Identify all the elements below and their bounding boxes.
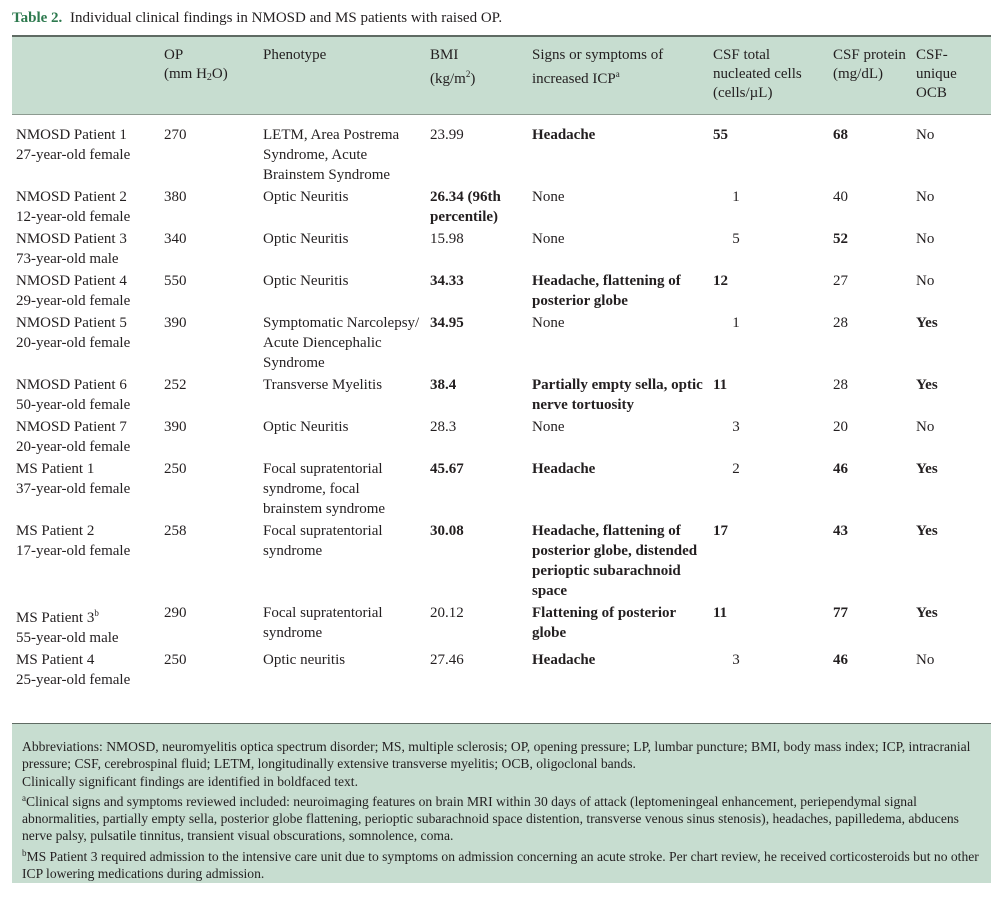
cell-csf-cells: 12 — [713, 273, 728, 289]
cell-csf-ocb: No — [916, 189, 935, 205]
cell-csf-cells: 2 — [732, 461, 740, 477]
table-row — [12, 228, 991, 270]
patient-description: 17-year-old female — [16, 543, 131, 559]
table-row — [12, 312, 991, 374]
cell-patient — [12, 458, 160, 520]
patient-footnote-marker: b — [94, 608, 99, 618]
cell-bmi: 26.34 (96th percentile) — [430, 189, 501, 225]
cell-phenotype: Focal supratentorial syndrome, focal brainstem syndrome — [263, 461, 386, 517]
cell-csf-protein: 46 — [833, 652, 848, 668]
cell-patient — [12, 186, 160, 228]
header-csf-protein: CSF protein (mg/dL) — [829, 37, 912, 115]
cell-patient — [12, 520, 160, 602]
cell-op: 390 — [164, 315, 187, 331]
cell-signs: Headache — [532, 127, 596, 143]
table-container — [12, 35, 991, 694]
header-signs-footnote-marker: a — [615, 69, 620, 79]
cell-csf-ocb: No — [916, 652, 935, 668]
cell-csf-ocb: Yes — [916, 377, 938, 393]
patient-name: NMOSD Patient 2 — [16, 189, 127, 205]
header-row — [12, 37, 991, 115]
cell-csf-protein: 28 — [833, 315, 848, 331]
header-op-unit-pre: (mm H — [164, 66, 207, 82]
cell-csf-cells: 3 — [732, 652, 740, 668]
cell-csf-cells: 11 — [713, 605, 728, 621]
cell-signs: Flattening of posterior globe — [532, 605, 676, 641]
cell-bmi: 38.4 — [430, 377, 457, 393]
cell-phenotype: Focal supratentorial syndrome — [263, 605, 383, 641]
cell-csf-protein: 43 — [833, 523, 848, 539]
footnote-a — [22, 790, 981, 845]
header-op — [160, 37, 259, 115]
table-caption — [12, 8, 502, 28]
footnote-b-text: MS Patient 3 required admission to the intensive care unit due to symptoms on admission concerning an acute stroke. Per chart review, he received corticosteroids but no other ICP lowering medications during admission. — [22, 848, 979, 882]
table-row — [12, 520, 991, 602]
cell-signs: None — [532, 231, 565, 247]
table-row — [12, 602, 991, 649]
patient-name: NMOSD Patient 1 — [16, 127, 127, 143]
cell-op: 340 — [164, 231, 187, 247]
cell-op: 550 — [164, 273, 187, 289]
cell-csf-cells: 11 — [713, 377, 728, 393]
patient-description: 25-year-old female — [16, 672, 131, 688]
patient-name: NMOSD Patient 5 — [16, 315, 127, 331]
patient-name: NMOSD Patient 3 — [16, 231, 127, 247]
cell-phenotype: Focal supratentorial syndrome — [263, 523, 383, 559]
cell-phenotype: LETM, Area Postrema Syndrome, Acute Brainstem Syndrome — [263, 127, 400, 183]
cell-csf-cells: 17 — [713, 523, 728, 539]
cell-op: 380 — [164, 189, 187, 205]
cell-op: 270 — [164, 127, 187, 143]
table-row — [12, 458, 991, 520]
patient-description: 50-year-old female — [16, 397, 131, 413]
patient-description: 12-year-old female — [16, 209, 131, 225]
cell-csf-protein: 77 — [833, 605, 848, 621]
header-bmi-line1: BMI — [430, 47, 459, 63]
cell-csf-ocb: No — [916, 419, 935, 435]
cell-csf-ocb: Yes — [916, 315, 938, 331]
cell-csf-protein: 46 — [833, 461, 848, 477]
cell-signs: Headache — [532, 652, 596, 668]
cell-signs: Partially empty sella, optic nerve tortuosity — [532, 377, 703, 413]
cell-op: 258 — [164, 523, 187, 539]
header-bmi-superscript: 2 — [465, 69, 471, 79]
cell-phenotype: Symptomatic Narcolepsy/ Acute Diencephalic Syndrome — [263, 315, 420, 371]
cell-signs: None — [532, 189, 565, 205]
footnote-abbreviations: Abbreviations: NMOSD, neuromyelitis optica spectrum disorder; MS, multiple sclerosis; OP, opening pressure; LP, lumbar puncture; BMI, body mass index; ICP, intracranial pressure; CSF, cerebrospinal fluid; LETM, longitudinally extensive transverse myelitis; OCB, oligoclonal bands. — [22, 739, 971, 772]
patient-name: MS Patient 3 — [16, 610, 95, 626]
header-op-unit-post: O) — [211, 66, 228, 82]
patient-name: NMOSD Patient 4 — [16, 273, 127, 289]
table-row — [12, 115, 991, 187]
header-csf-cells: CSF total nucleated cells (cells/µL) — [709, 37, 829, 115]
cell-bmi: 28.3 — [430, 419, 457, 435]
patient-name: NMOSD Patient 7 — [16, 419, 127, 435]
cell-phenotype: Optic Neuritis — [263, 231, 349, 247]
cell-signs: Headache, flattening of posterior globe — [532, 273, 681, 309]
patient-name: MS Patient 1 — [16, 461, 95, 477]
cell-phenotype: Optic Neuritis — [263, 189, 349, 205]
cell-csf-cells: 1 — [732, 189, 740, 205]
cell-bmi: 34.95 — [430, 315, 464, 331]
header-bmi — [426, 37, 528, 115]
header-signs — [528, 37, 709, 115]
cell-signs: Headache, flattening of posterior globe, distended perioptic subarachnoid space — [532, 523, 698, 599]
cell-patient — [12, 270, 160, 312]
cell-csf-ocb: No — [916, 273, 935, 289]
cell-patient — [12, 649, 160, 694]
cell-csf-protein: 20 — [833, 419, 848, 435]
cell-phenotype: Optic Neuritis — [263, 273, 349, 289]
patient-name: MS Patient 2 — [16, 523, 95, 539]
cell-csf-protein: 52 — [833, 231, 848, 247]
cell-bmi: 20.12 — [430, 605, 464, 621]
patient-description: 27-year-old female — [16, 147, 131, 163]
cell-signs: None — [532, 419, 565, 435]
header-signs-text: Signs or symptoms of increased ICP — [532, 47, 664, 87]
cell-csf-cells: 1 — [732, 315, 740, 331]
cell-bmi: 27.46 — [430, 652, 464, 668]
header-bmi-unit-pre: (kg/m — [430, 71, 466, 87]
cell-phenotype: Optic neuritis — [263, 652, 346, 668]
cell-op: 252 — [164, 377, 187, 393]
table-row — [12, 374, 991, 416]
header-op-line1: OP — [164, 47, 184, 63]
footnote-bold-note: Clinically significant findings are identified in boldfaced text. — [22, 773, 358, 789]
cell-bmi: 30.08 — [430, 523, 464, 539]
cell-patient — [12, 602, 160, 649]
footnote-a-marker: a — [22, 792, 26, 803]
table-row — [12, 649, 991, 694]
cell-bmi: 45.67 — [430, 461, 464, 477]
cell-bmi: 15.98 — [430, 231, 464, 247]
cell-phenotype: Transverse Myelitis — [263, 377, 383, 393]
cell-signs: Headache — [532, 461, 596, 477]
cell-patient — [12, 312, 160, 374]
caption-text: Individual clinical findings in NMOSD and MS patients with raised OP. — [70, 10, 503, 26]
patient-description: 20-year-old female — [16, 439, 131, 455]
patient-name: MS Patient 4 — [16, 652, 95, 668]
patient-description: 29-year-old female — [16, 293, 131, 309]
findings-table — [12, 37, 991, 694]
table-row — [12, 270, 991, 312]
patient-description: 37-year-old female — [16, 481, 131, 497]
cell-phenotype: Optic Neuritis — [263, 419, 349, 435]
cell-bmi: 23.99 — [430, 127, 464, 143]
cell-csf-ocb: No — [916, 231, 935, 247]
cell-patient — [12, 228, 160, 270]
cell-csf-cells: 3 — [732, 419, 740, 435]
cell-bmi: 34.33 — [430, 273, 464, 289]
caption-label: Table 2. — [12, 10, 63, 26]
header-csf-ocb: CSF-unique OCB — [912, 37, 991, 115]
cell-csf-ocb: Yes — [916, 523, 938, 539]
cell-op: 290 — [164, 605, 187, 621]
cell-patient — [12, 115, 160, 187]
patient-name: NMOSD Patient 6 — [16, 377, 127, 393]
cell-csf-ocb: No — [916, 127, 935, 143]
cell-op: 250 — [164, 461, 187, 477]
footnote-a-text: Clinical signs and symptoms reviewed included: neuroimaging features on brain MRI within 30 days of attack (leptomeningeal enhancement, periependymal signal abnormalities, partially empty sella, posterior globe flattening, perioptic subarachnoid space distention, transverse venous sinus stenosis), headaches, papilledema, abducens nerve palsy, pulsatile tinnitus, transient visual obscurations, somnolence, coma. — [22, 793, 959, 844]
patient-description: 20-year-old female — [16, 335, 131, 351]
cell-signs: None — [532, 315, 565, 331]
cell-csf-cells: 5 — [732, 231, 740, 247]
cell-op: 390 — [164, 419, 187, 435]
table-row — [12, 416, 991, 458]
table-footnotes — [12, 723, 991, 883]
cell-csf-ocb: Yes — [916, 605, 938, 621]
header-patient — [12, 37, 160, 115]
header-op-subscript: 2 — [206, 72, 212, 83]
cell-op: 250 — [164, 652, 187, 668]
cell-csf-protein: 27 — [833, 273, 848, 289]
cell-csf-cells: 55 — [713, 127, 728, 143]
header-phenotype: Phenotype — [259, 37, 426, 115]
cell-patient — [12, 374, 160, 416]
patient-description: 73-year-old male — [16, 251, 119, 267]
cell-csf-protein: 40 — [833, 189, 848, 205]
footnote-b-marker: b — [22, 847, 27, 858]
table-body — [12, 115, 991, 695]
cell-csf-protein: 68 — [833, 127, 848, 143]
patient-description: 55-year-old male — [16, 630, 119, 646]
header-bmi-unit-post: ) — [470, 71, 476, 87]
cell-csf-ocb: Yes — [916, 461, 938, 477]
table-row — [12, 186, 991, 228]
footnote-b — [22, 845, 981, 883]
cell-csf-protein: 28 — [833, 377, 848, 393]
cell-patient — [12, 416, 160, 458]
